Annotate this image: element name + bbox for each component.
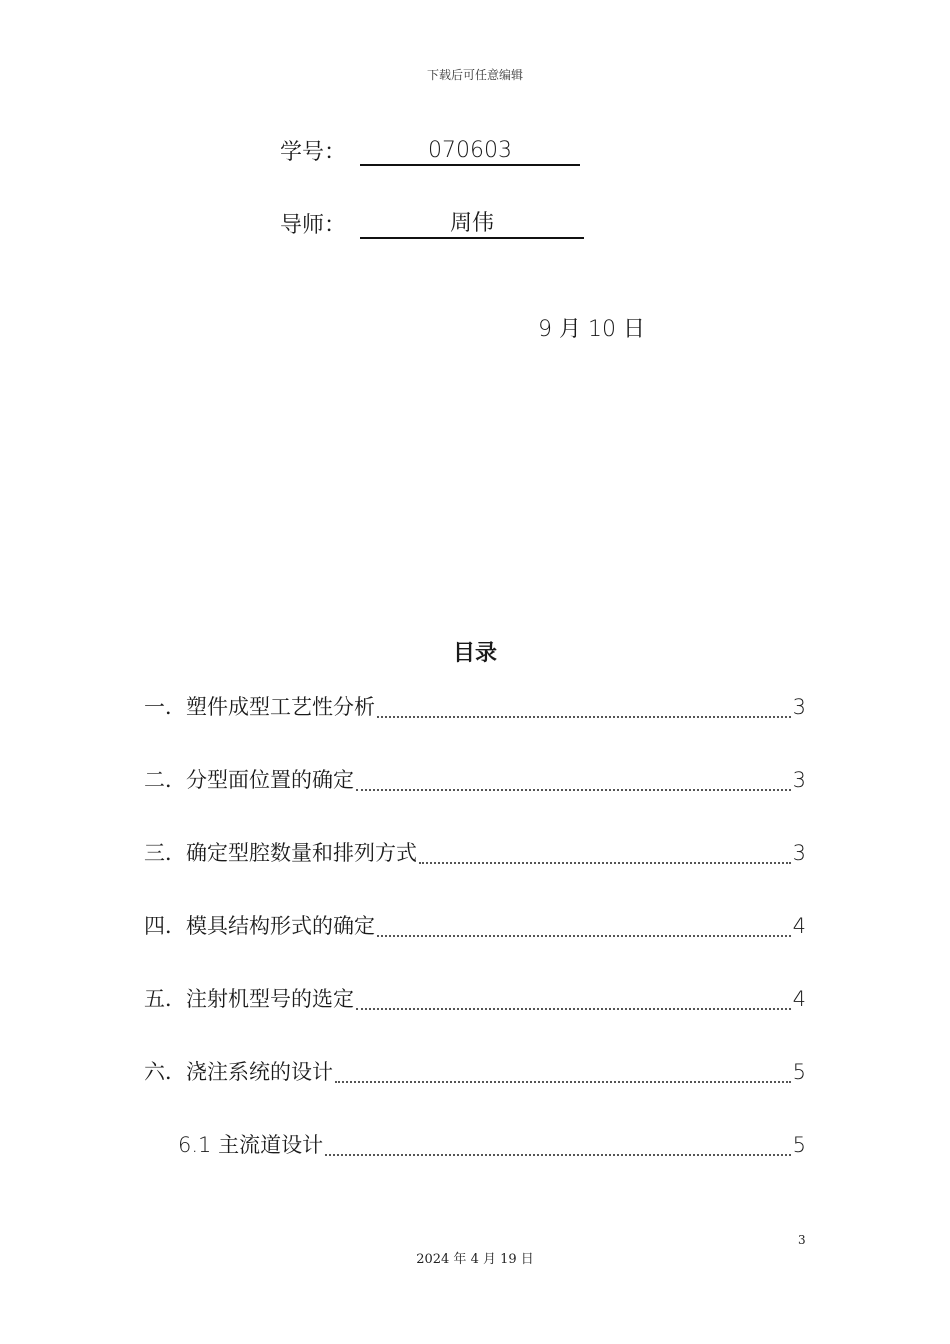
advisor-label: 导师：	[280, 213, 347, 238]
advisor-row	[280, 209, 584, 239]
toc-entry-text: 6.1 主流道设计	[178, 1133, 324, 1157]
document-date: 9 月 10 日	[538, 317, 645, 342]
toc-entry-page: 4	[792, 914, 806, 938]
toc-entry[interactable]	[144, 838, 806, 911]
toc-leader	[377, 692, 791, 718]
toc-subentry[interactable]	[144, 1130, 806, 1203]
toc-entry-page: 3	[792, 695, 806, 719]
toc-title: 目录	[452, 641, 497, 666]
toc-entry-text: 二．分型面位置的确定	[144, 768, 354, 792]
toc-entry-text: 一．塑件成型工艺性分析	[144, 695, 375, 719]
toc-entry-page: 3	[792, 768, 806, 792]
toc-entry[interactable]	[144, 765, 806, 838]
page-number: 3	[798, 1233, 806, 1247]
toc-entry[interactable]	[144, 911, 806, 984]
student-id-row	[280, 136, 580, 166]
toc-leader	[377, 911, 791, 937]
footer-date: 2024 年 4 月 19 日	[416, 1252, 534, 1267]
toc-entry-text: 五．注射机型号的选定	[144, 987, 354, 1011]
toc-entry-text: 四．模具结构形式的确定	[144, 914, 375, 938]
toc-entry-text: 三．确定型腔数量和排列方式	[144, 841, 417, 865]
toc-entry-page: 4	[792, 987, 806, 1011]
toc-entry-text: 六．浇注系统的设计	[144, 1060, 333, 1084]
toc-entry[interactable]	[144, 692, 806, 765]
header-note: 下载后可任意编辑	[426, 68, 523, 82]
table-of-contents	[144, 692, 806, 1203]
toc-leader	[325, 1130, 791, 1156]
student-id-value: 070603	[360, 138, 580, 166]
advisor-value: 周伟	[360, 211, 584, 239]
toc-entry-page: 3	[792, 841, 806, 865]
toc-entry[interactable]	[144, 984, 806, 1057]
toc-entry[interactable]	[144, 1057, 806, 1130]
toc-leader	[356, 984, 791, 1010]
toc-leader	[335, 1057, 791, 1083]
toc-entry-page: 5	[792, 1133, 806, 1157]
toc-leader	[356, 765, 791, 791]
student-id-label: 学号：	[280, 140, 347, 165]
toc-leader	[419, 838, 791, 864]
toc-entry-page: 5	[792, 1060, 806, 1084]
